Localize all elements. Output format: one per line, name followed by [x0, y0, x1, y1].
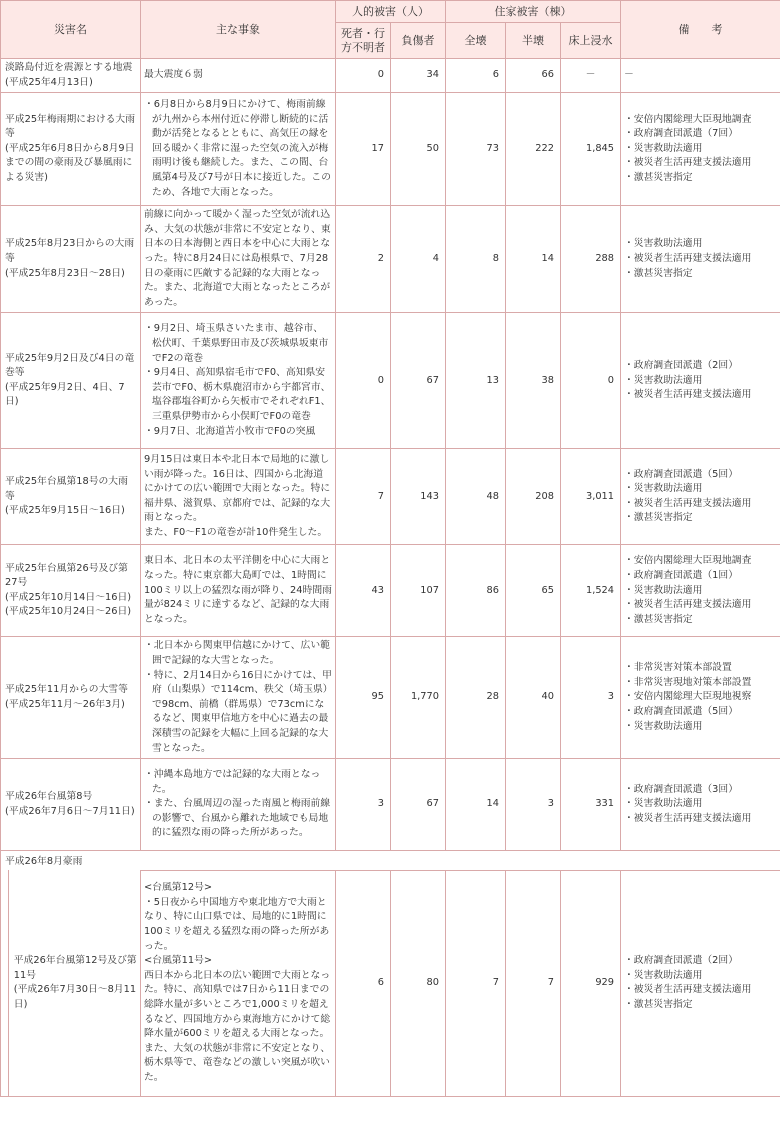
list-item: <台風第11号> — [144, 955, 213, 967]
main-event — [141, 759, 336, 851]
list-item: 西日本から北日本の広い範囲で大雨となった。特に、高知県では7日から11日までの総降水量が多いところで1,000ミリを超えるなど、四国地方から東海地方にかけて総降水量が600ミリを超える大雨となった。 — [144, 969, 331, 1040]
half-collapse: 38 — [506, 313, 561, 449]
half-collapse: 3 — [506, 759, 561, 851]
list-item: ・被災者生活再建支援法適用 — [624, 599, 752, 611]
table-row — [1, 545, 780, 637]
main-event — [141, 313, 336, 449]
header-remarks: 備 考 — [621, 1, 780, 59]
dead-missing: 3 — [336, 759, 391, 851]
table-row — [1, 637, 780, 759]
list-item: ・北日本から関東甲信越にかけて、広い範囲で記録的な大雪となった。 — [144, 640, 330, 666]
above-floor: 3,011 — [561, 449, 621, 545]
table-row — [1, 313, 780, 449]
list-item: ・安倍内閣総理大臣現地調査 — [624, 113, 752, 125]
main-event — [141, 637, 336, 759]
list-item: ・5日夜から中国地方や東北地方で大雨となり、特に山口県では、局地的に1時間に100ミリを超える猛烈な雨の降った所があった。 — [144, 896, 330, 952]
list-item: ・また、台風周辺の湿った南風と梅雨前線の影響で、台風から離れた地域でも局地的に猛烈な雨の降った所があった。 — [144, 798, 331, 839]
list-item: ・特に、2月14日から16日にかけては、甲府（山梨県）で114cm、秩父（埼玉県）で98cm、前橋（群馬県）で73cmになるなど、関東甲信地方を中心に過去の最深積雪の記録を大幅に上回る記録的な大雪となった。 — [144, 669, 332, 754]
table-body — [1, 59, 780, 1097]
total-collapse: 14 — [446, 759, 506, 851]
total-collapse: 7 — [446, 870, 506, 1097]
disaster-name: 平成26年台風第12号及び第11号 (平成26年7月30日〜8月11日) — [13, 955, 137, 1010]
above-floor: 1,845 — [561, 93, 621, 206]
above-floor: 3 — [561, 637, 621, 759]
total-collapse: 28 — [446, 637, 506, 759]
group-title: 平成26年8月豪雨 — [1, 851, 780, 871]
list-item: ・被災者生活再建支援法適用 — [624, 252, 752, 264]
injured: 1,770 — [391, 637, 446, 759]
total-collapse: 86 — [446, 545, 506, 637]
disaster-name: 淡路島付近を震源とする地震 (平成25年4月13日) — [1, 59, 141, 93]
remarks — [621, 206, 780, 313]
dead-missing: 2 — [336, 206, 391, 313]
table-row — [1, 59, 780, 93]
above-floor: － — [561, 59, 621, 93]
list-item: ・激甚災害指定 — [624, 172, 693, 184]
header-total-collapse: 全壊 — [446, 23, 506, 59]
injured: 107 — [391, 545, 446, 637]
table-row — [1, 449, 780, 545]
list-item: ・災害救助法適用 — [624, 720, 703, 732]
list-item: ・被災者生活再建支援法適用 — [624, 984, 752, 996]
total-collapse: 13 — [446, 313, 506, 449]
remarks — [621, 59, 780, 93]
above-floor: 0 — [561, 313, 621, 449]
list-item: ・政府調査団派遣（3回） — [624, 783, 739, 795]
main-event — [141, 545, 336, 637]
list-item: ・災害救助法適用 — [624, 142, 703, 154]
list-item: ・政府調査団派遣（7回） — [624, 128, 739, 140]
list-item: 東日本、北日本の太平洋側を中心に大雨となった。特に東京都大島町では、1時間に100ミリ以上の猛烈な雨が降り、24時間雨量が824ミリに達するなど、記録的な大雨となった。 — [144, 555, 332, 625]
disaster-name: 平成25年台風第18号の大雨等 (平成25年9月15日〜16日) — [1, 449, 141, 545]
list-item: ・激甚災害指定 — [624, 267, 693, 279]
list-item: ・沖縄本島地方では記録的な大雨となった。 — [144, 769, 321, 795]
dead-missing: 95 — [336, 637, 391, 759]
header-main-event: 主な事象 — [141, 1, 336, 59]
half-collapse: 222 — [506, 93, 561, 206]
remarks — [621, 759, 780, 851]
header-above-floor: 床上浸水 — [561, 23, 621, 59]
injured: 67 — [391, 313, 446, 449]
list-item: ・9月7日、北海道苫小牧市でF0の突風 — [144, 425, 316, 437]
header-injured: 負傷者 — [391, 23, 446, 59]
injured: 80 — [391, 870, 446, 1097]
half-collapse: 14 — [506, 206, 561, 313]
remarks — [621, 637, 780, 759]
total-collapse: 73 — [446, 93, 506, 206]
injured: 50 — [391, 93, 446, 206]
above-floor: 288 — [561, 206, 621, 313]
list-item: ・被災者生活再建支援法適用 — [624, 157, 752, 169]
list-item: ・政府調査団派遣（2回） — [624, 359, 739, 371]
disaster-name: 平成25年梅雨期における大雨等 (平成25年6月8日から8月9日までの間の豪雨及び暴風雨による災害) — [1, 93, 141, 206]
dead-missing: 7 — [336, 449, 391, 545]
list-item: <台風第12号> — [144, 882, 213, 894]
main-event — [141, 93, 336, 206]
list-item: ・被災者生活再建支援法適用 — [624, 389, 752, 401]
injured: 143 — [391, 449, 446, 545]
above-floor: 1,524 — [561, 545, 621, 637]
list-item: ・政府調査団派遣（5回） — [624, 468, 739, 480]
main-event — [141, 59, 336, 93]
total-collapse: 48 — [446, 449, 506, 545]
list-item: ・6月8日から8月9日にかけて、梅雨前線が九州から本州付近に停滞し断続的に活動が活発となるとともに、高気圧の縁を回る暖かく非常に湿った空気の流入が梅雨明け後も継続した。また、この間、台風第4号及び7号が日本に接近した。このため、各地で大雨となった。 — [144, 99, 332, 198]
list-item: また、大気の状態が非常に不安定となり、栃木県等で、竜巻などの激しい突風が吹いた。 — [144, 1042, 331, 1083]
disaster-name: 平成25年9月2日及び4日の竜巻等 (平成25年9月2日、4日、7日) — [1, 313, 141, 449]
disaster-name: 平成26年台風第8号 (平成26年7月6日〜7月11日) — [1, 759, 141, 851]
list-item: ・災害救助法適用 — [624, 238, 703, 250]
remarks — [621, 545, 780, 637]
header-human-damage: 人的被害（人） — [336, 1, 446, 23]
list-item: ・被災者生活再建支援法適用 — [624, 497, 752, 509]
remarks — [621, 870, 780, 1097]
injured: 34 — [391, 59, 446, 93]
table-row — [1, 759, 780, 851]
list-item: ・安倍内閣総理大臣現地調査 — [624, 555, 752, 567]
list-item: ・政府調査団派遣（1回） — [624, 569, 739, 581]
group-title-row — [1, 851, 780, 871]
dead-missing: 0 — [336, 313, 391, 449]
list-item: ・9月4日、高知県宿毛市でF0、高知県安芸市でF0、栃木県鹿沼市から宇都宮市、塩谷郡塩谷町から矢板市でそれぞれF1、三重県伊勢市から小俣町でF0の竜巻 — [144, 367, 331, 423]
list-item: ・安倍内閣総理大臣現地視察 — [624, 691, 752, 703]
half-collapse: 40 — [506, 637, 561, 759]
list-item: ・9月2日、埼玉県さいたま市、越谷市、松伏町、千葉県野田市及び茨城県坂東市でF2の竜巻 — [144, 323, 329, 364]
remarks — [621, 313, 780, 449]
list-item: ・災害救助法適用 — [624, 584, 703, 596]
above-floor: 929 — [561, 870, 621, 1097]
list-item: ・激甚災害指定 — [624, 999, 693, 1011]
list-item: 前線に向かって暖かく湿った空気が流れ込み、大気の状態が非常に不安定となり、東日本の日本海側と西日本を中心に大雨となった。特に8月24日には島根県で、7月28日の豪雨に匹敵する記録的な大雨となった。また、北海道で大雨となったところがあった。 — [144, 209, 331, 308]
header-house-damage: 住家被害（棟） — [446, 1, 621, 23]
half-collapse: 208 — [506, 449, 561, 545]
list-item: ・被災者生活再建支援法適用 — [624, 812, 752, 824]
list-item: ・災害救助法適用 — [624, 798, 703, 810]
dead-missing: 17 — [336, 93, 391, 206]
table-row — [1, 206, 780, 313]
table-row — [1, 93, 780, 206]
dead-missing: 6 — [336, 870, 391, 1097]
remarks — [621, 93, 780, 206]
header-half-collapse: 半壊 — [506, 23, 561, 59]
list-item: 9月15日は東日本や北日本で局地的に激しい雨が降った。16日は、四国から北海道にかけての広い範囲で大雨となった。特に福井県、滋賀県、京都府では、記録的な大雨となった。 — [144, 454, 331, 524]
list-item: 最大震度６弱 — [144, 69, 203, 81]
header-dead-missing: 死者・行 方不明者 — [336, 23, 391, 59]
indent-spacer — [1, 870, 9, 1096]
header-disaster-name: 災害名 — [1, 1, 141, 59]
total-collapse: 8 — [446, 206, 506, 313]
half-collapse: 66 — [506, 59, 561, 93]
list-item: ・災害救助法適用 — [624, 969, 703, 981]
list-item: ・非常災害現地対策本部設置 — [624, 676, 752, 688]
main-event — [141, 206, 336, 313]
disaster-name: 平成25年台風第26号及び第27号 (平成25年10月14日〜16日) (平成25年10月24日〜26日) — [1, 545, 141, 637]
list-item: ・非常災害対策本部設置 — [624, 662, 732, 674]
main-event — [141, 870, 336, 1097]
remarks — [621, 449, 780, 545]
main-event — [141, 449, 336, 545]
total-collapse: 6 — [446, 59, 506, 93]
list-item: ・政府調査団派遣（2回） — [624, 955, 739, 967]
dead-missing: 0 — [336, 59, 391, 93]
dead-missing: 43 — [336, 545, 391, 637]
list-item: ・激甚災害指定 — [624, 613, 693, 625]
table-row — [1, 870, 780, 1097]
injured: 4 — [391, 206, 446, 313]
disaster-name-group-cell — [1, 870, 141, 1097]
list-item: ・激甚災害指定 — [624, 512, 693, 524]
list-item: － — [624, 69, 634, 81]
disaster-name: 平成25年8月23日からの大雨等 (平成25年8月23日〜28日) — [1, 206, 141, 313]
half-collapse: 65 — [506, 545, 561, 637]
list-item: ・災害救助法適用 — [624, 483, 703, 495]
injured: 67 — [391, 759, 446, 851]
list-item: また、F0〜F1の竜巻が計10件発生した。 — [144, 527, 328, 539]
half-collapse: 7 — [506, 870, 561, 1097]
list-item: ・政府調査団派遣（5回） — [624, 706, 739, 718]
disaster-name: 平成25年11月からの大雪等 (平成25年11月〜26年3月) — [1, 637, 141, 759]
list-item: ・災害救助法適用 — [624, 374, 703, 386]
above-floor: 331 — [561, 759, 621, 851]
